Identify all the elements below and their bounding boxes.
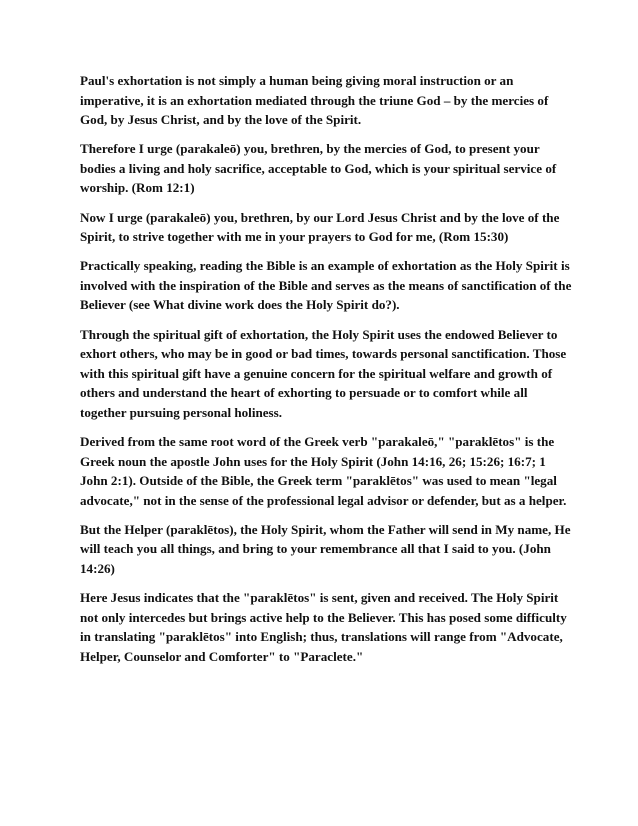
paragraph-translation-difficulty: Here Jesus indicates that the "paraklētos" is sent, given and received. The Holy Spirit not only intercedes but brings active help to the Believer. This has posed some difficulty in translating "paraklētos" into English; thus, translations will range from "Advocate, Helper, Counselor and Comforter" to "Paraclete." [80,590,567,664]
paragraph-romans-12-1: Therefore I urge (parakaleō) you, brethren, by the mercies of God, to present your bodies a living and holy sacrifice, acceptable to God, which is your spiritual service of worship. (Rom 12:1) [80,141,557,196]
paragraph-parakletos-derivation: Derived from the same root word of the Greek verb "parakaleō," "paraklētos" is the Greek noun the apostle John uses for the Holy Spirit (John 14:16, 26; 15:26; 16:7; 1 John 2:1). Outside of the Bible, the Greek term "paraklētos" was used to mean "legal advocate," not in the sense of the professional legal advisor or defender, but as a helper. [80,434,567,508]
document-page [80,71,576,676]
paragraph-john-14-26: But the Helper (paraklētos), the Holy Spirit, whom the Father will send in My name, He will teach you all things, and bring to your remembrance all that I said to you. (John 14:26) [80,521,571,577]
paragraph-exhortation-mediated: Paul's exhortation is not simply a human being giving moral instruction or an imperative, it is an exhortation mediated through the triune God – by the mercies of God, by Jesus Christ, and by the love of the Spirit. [80,73,549,128]
paragraph-practically-speaking: Practically speaking, reading the Bible is an example of exhortation as the Holy Spirit is involved with the inspiration of the Bible and serves as the means of sanctification of the Believer (see What divine work does the Holy Spirit do?). [80,258,572,313]
paragraph-spiritual-gift: Through the spiritual gift of exhortation, the Holy Spirit uses the endowed Believer to exhort others, who may be in good or bad times, towards personal sanctification. Those with this spiritual gift have a genuine concern for the spiritual welfare and growth of others and understand the heart of exhorting to persuade or to comfort while all together pursuing personal holiness. [80,326,567,420]
paragraph-romans-15-30: Now I urge (parakaleō) you, brethren, by our Lord Jesus Christ and by the love of the Spirit, to strive together with me in your prayers to God for me, (Rom 15:30) [80,209,560,245]
